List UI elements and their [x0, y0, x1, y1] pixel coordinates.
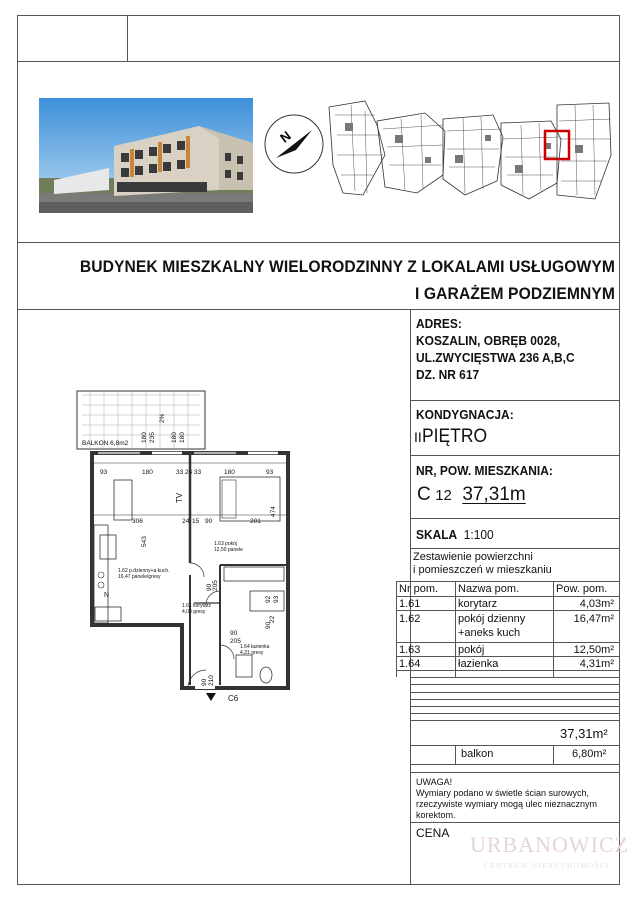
- address-line3: DZ. NR 617: [416, 367, 480, 382]
- header-name: Nazwa pom.: [458, 583, 520, 595]
- dim-label: 33: [194, 469, 202, 476]
- scale-block: [416, 527, 494, 543]
- building-title: [68, 253, 615, 307]
- scale-divider: [410, 548, 620, 549]
- table-row-line: [410, 713, 620, 714]
- dim-label: 93: [266, 469, 274, 476]
- note-block: [416, 777, 597, 821]
- dim-label: 90: [201, 678, 208, 686]
- room-163-detail: 12,50 panele: [214, 547, 243, 553]
- table-header-line: [396, 596, 620, 597]
- table-row-line: [410, 684, 620, 685]
- note-label: UWAGA!: [416, 777, 453, 787]
- dim-label: 235: [149, 432, 156, 443]
- balcony-col2-line: [553, 745, 554, 764]
- room-nr: 1.64: [399, 658, 421, 670]
- title-divider: [17, 309, 620, 310]
- table-row-line: [410, 699, 620, 700]
- dim-label: 93: [100, 469, 108, 476]
- dim-label: 90: [205, 518, 213, 525]
- summary-title: [413, 551, 552, 577]
- table-row-line: [410, 706, 620, 707]
- dim-label: 474: [270, 506, 277, 517]
- header-cell-divider: [127, 15, 128, 61]
- apartment-area: 37,31m: [462, 484, 526, 505]
- dim-label: 180: [142, 469, 153, 476]
- address-block: [416, 316, 575, 383]
- svg-text:N: N: [277, 127, 294, 146]
- scale-value: 1:100: [463, 527, 494, 542]
- scale-label: SKALA: [416, 527, 457, 542]
- dim-label: 205: [212, 580, 219, 591]
- room-164-label: 1.64 łazienka: [240, 644, 270, 650]
- address-line1: KOSZALIN, OBRĘB 0028,: [416, 333, 561, 348]
- apartment-divider: [410, 518, 620, 519]
- floor-divider: [410, 455, 620, 456]
- room-name: pokój dzienny: [458, 613, 526, 625]
- images-divider: [17, 242, 620, 243]
- room-area: 4,03m²: [579, 598, 614, 610]
- header-nr: Nr pom.: [399, 583, 439, 595]
- floor-value-prefix: II: [414, 429, 422, 445]
- note-line1: Wymiary podano w świetle ścian surowych,: [416, 788, 589, 798]
- dim-label: 210: [208, 675, 215, 686]
- dim-label: 180: [141, 432, 148, 443]
- north-arrow-icon: [262, 112, 326, 176]
- dim-label: 180: [171, 432, 178, 443]
- table-row-line: [396, 656, 620, 657]
- site-key-plan: [325, 95, 613, 207]
- balcony-area: 6,80m²: [572, 748, 607, 760]
- summary-title-line2: i pomieszczeń w mieszkaniu: [413, 564, 552, 576]
- room-164-detail: 4,31 gresy: [240, 650, 264, 656]
- table-row-line: [396, 610, 620, 611]
- room-162-label: 1.62 p.dzienny+a.kuch.: [118, 568, 170, 574]
- note-divider: [410, 822, 620, 823]
- note-line2: rzeczywiste wymiary mogą ulec nieznacznym: [416, 799, 598, 809]
- room-name-cont: +aneks kuch: [458, 627, 521, 639]
- balcony-label-plan: BALKON 6,8m2: [82, 440, 129, 447]
- dim-label: 90: [265, 621, 272, 629]
- balcony-label: balkon: [461, 748, 494, 760]
- room-name: łazienka: [458, 658, 499, 670]
- price-label: CENA: [416, 826, 450, 840]
- entry-arrow-icon: [206, 693, 216, 701]
- room-162-detail: 16,47 panele/gresy: [118, 574, 161, 580]
- watermark-subtitle: CENTRUM NIERUCHOMOŚCI: [484, 862, 610, 870]
- apartment-label: NR, POW. MIESZKANIA:: [416, 463, 553, 478]
- room-nr: 1.63: [399, 644, 421, 656]
- room-area: 4,31m²: [579, 658, 614, 670]
- room-area: 12,50m²: [573, 644, 614, 656]
- room-161-label: 1.61 korytarz: [182, 603, 211, 609]
- balcony-divider: [410, 764, 620, 765]
- dim-label: 90: [230, 630, 238, 637]
- header-divider: [17, 61, 620, 62]
- tv-label: TV: [175, 492, 184, 503]
- dim-label: 180: [224, 469, 235, 476]
- table-top-line: [396, 581, 620, 582]
- note-line3: korektom.: [416, 810, 456, 820]
- watermark-logo: URBANOWICZ: [470, 832, 630, 857]
- slope-label: 2%: [159, 413, 166, 423]
- dim-label: 306: [132, 518, 143, 525]
- total-area: 37,31m²: [560, 726, 608, 741]
- room-name: pokój: [458, 644, 485, 656]
- address-divider: [410, 400, 620, 401]
- dim-label: 93: [273, 595, 280, 603]
- room-area: 16,47m²: [573, 613, 614, 625]
- note-top-line: [410, 772, 620, 773]
- dim-label: 22: [269, 615, 276, 623]
- room-nr: 1.61: [399, 598, 421, 610]
- total-divider: [410, 745, 620, 746]
- header-area: Pow. pom.: [556, 583, 608, 595]
- north-label-plan: N: [104, 592, 110, 599]
- dim-label: 180: [179, 432, 186, 443]
- apartment-value: [417, 484, 526, 506]
- floor-plan: [70, 385, 300, 715]
- room-nr: 1.62: [399, 613, 421, 625]
- balcony-col1-line: [455, 745, 456, 764]
- apartment-number: 12: [435, 487, 452, 504]
- floor-value: [414, 426, 493, 448]
- building-rendering: [39, 98, 253, 213]
- dim-label: 24: [185, 469, 193, 476]
- room-name: korytarz: [458, 598, 498, 610]
- dim-label: 33: [176, 469, 184, 476]
- building-title-line2: I GARAŻEM PODZIEMNYM: [415, 284, 615, 303]
- entry-label: C6: [228, 694, 239, 703]
- table-row-line: [410, 692, 620, 693]
- room-161-detail: 4,03 gresy: [182, 609, 206, 615]
- floor-label: KONDYGNACJA:: [416, 407, 514, 422]
- table-row-line: [410, 720, 620, 721]
- address-line2: UL.ZWYCIĘSTWA 236 A,B,C: [416, 350, 575, 365]
- dim-label: 543: [141, 536, 148, 547]
- room-163-label: 1.63 pokój: [214, 541, 238, 547]
- table-row-line: [410, 677, 620, 678]
- info-column-divider: [410, 309, 411, 885]
- dim-label: 90: [206, 583, 213, 591]
- address-label: ADRES:: [416, 316, 462, 331]
- floor-value-text: PIĘTRO: [421, 426, 487, 447]
- dim-label: 205: [230, 638, 241, 645]
- dim-label: 201: [250, 518, 261, 525]
- table-row-line: [396, 670, 620, 671]
- summary-title-line1: Zestawienie powierzchni: [413, 551, 533, 563]
- dim-label: 15: [192, 518, 200, 525]
- dim-label: 92: [265, 595, 272, 603]
- apartment-building: C: [417, 484, 431, 505]
- building-title-line1: BUDYNEK MIESZKALNY WIELORODZINNY Z LOKALAMI USŁUGOWYM: [79, 257, 615, 276]
- table-row-line: [396, 642, 620, 643]
- dim-label: 24: [182, 518, 190, 525]
